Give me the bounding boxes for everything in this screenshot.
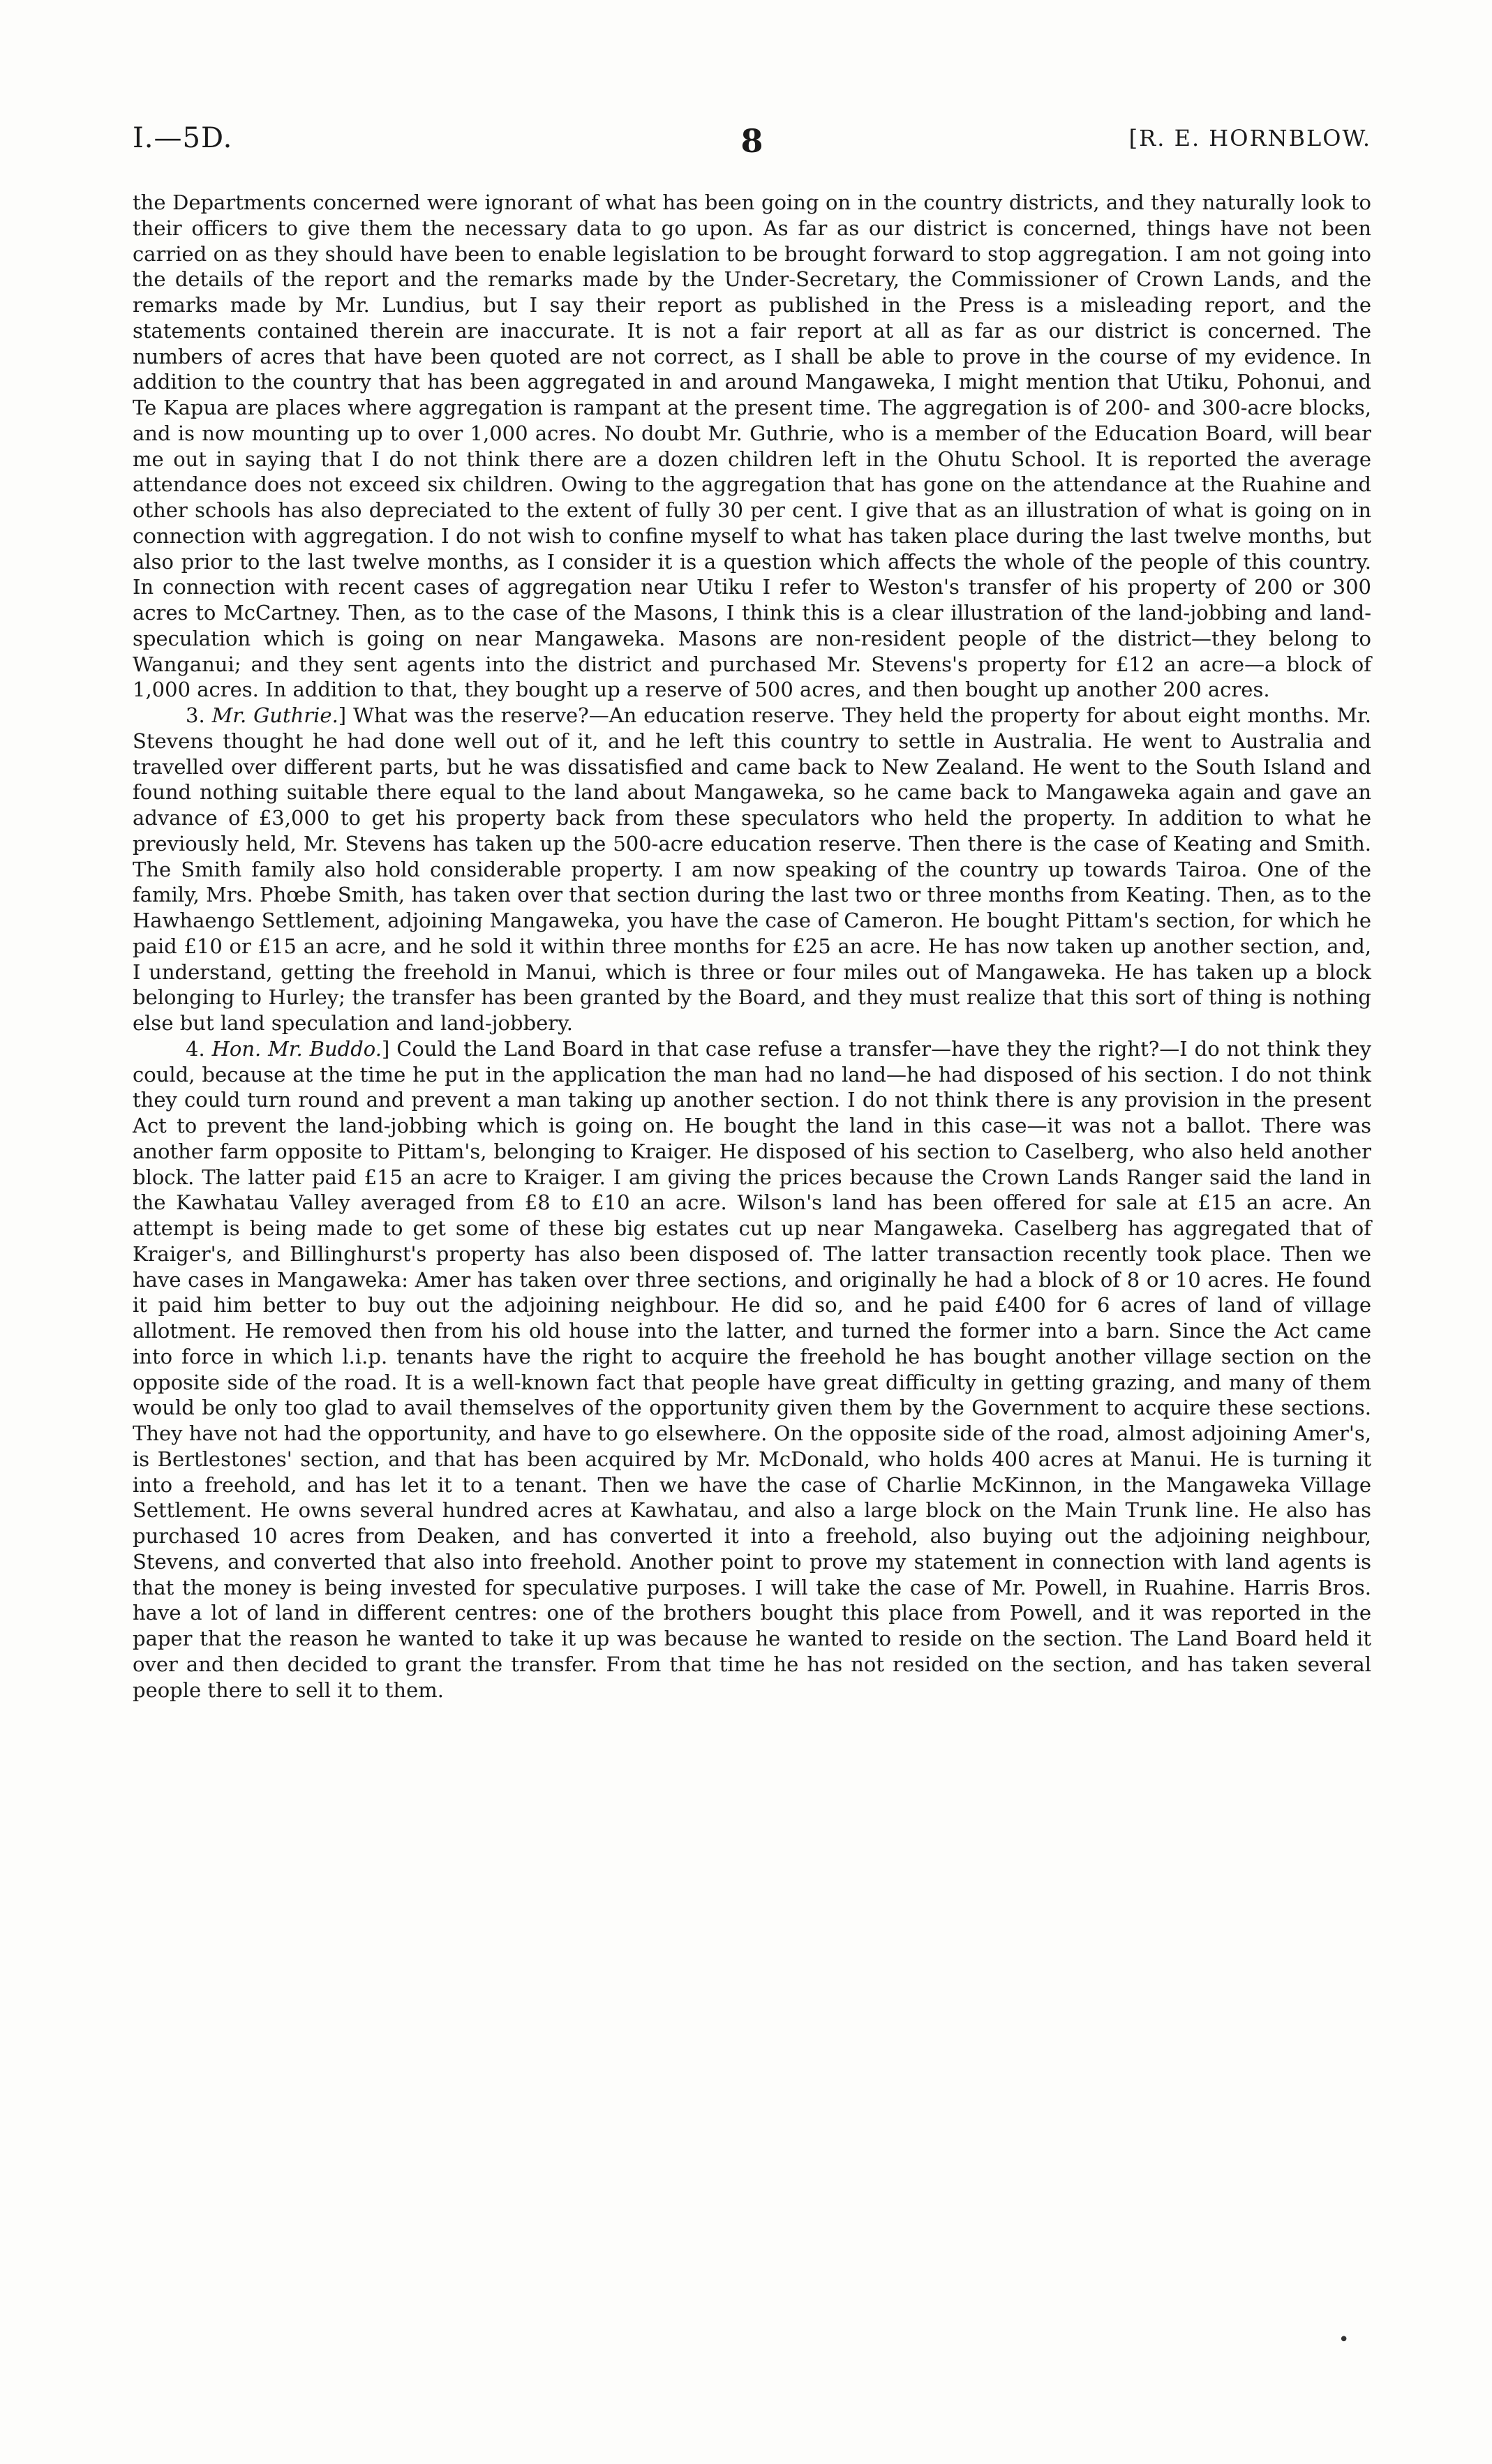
paragraph-text: Could the Land Board in that case refuse a transfer—have they the right?—I do not think they could, because at the time he put in the application the man had no land—he had disposed of his section. I do not think they could turn round and prevent a man taking up another section. I do not think there is any provision in the present Act to prevent the land-jobbing which is going on. He bought the land in this case—it was not a ballot. There was another farm opposite to Pittam's, belonging to Kraiger. He disposed of his section to Caselberg, who also held another block. The latter paid £15 an acre to Kraiger. I am giving the prices because the Crown Lands Ranger said the land in the Kawhatau Valley averaged from £8 to £10 an acre. Wilson's land has been offered for sale at £15 an acre. An attempt is being made to get some of these big estates cut up near Mangaweka. Caselberg has aggregated that of Kraiger's, and Billinghurst's property has also been disposed of. The latter transaction recently took place. Then we have cases in Mangaweka: Amer has taken over three sections, and originally he had a block of 8 or 10 acres. He found it paid him better to buy out the adjoining neighbour. He did so, and he paid £400 for 6 acres of land of village allotment. He removed then from his old house into the latter, and turned the former into a barn. Since the Act came into force in which l.i.p. tenants have the right to acquire the freehold he has bought another village section on the opposite side of the road. It is a well-known fact that people have great difficulty in getting grazing, and many of them would be only too glad to avail themselves of the opportunity given them by the Government to acquire these sections. They have not had the opportunity, and have to go elsewhere. On the opposite side of the road, almost adjoining Amer's, is Bertlestones' section, and that has been acquired by Mr. McDonald, who holds 400 acres at Manui. He is turning it into a freehold, and has let it to a tenant. Then we have the case of Charlie McKinnon, in the Mangaweka Village Settlement. He owns several hundred acres at Kawhatau, and also a large block on the Main Trunk line. He also has purchased 10 acres from Deaken, and has converted it into a freehold, also buying out the adjoining neighbour, Stevens, and converted that also into freehold. Another point to prove my statement in connection with land agents is that the money is being invested for speculative purposes. I will take the case of Mr. Powell, in Ruahine. Harris Bros. have a lot of land in different centres: one of the brothers bought this place from Powell, and it was reported in the paper that the reason he wanted to take it up was because he wanted to reside on the section. The Land Board held it over and then decided to grant the transfer. From that time he has not resided on the section, and has taken several people there to sell it to them. [133, 1036, 1371, 1702]
paragraph-continuation [133, 190, 1371, 703]
page-header [133, 122, 1371, 164]
paragraph-question-3: 3. Mr. Guthrie.] What was the reserve?—An education reserve. They held the property for about eight months. Mr. Stevens thought he had done well out of it, and he left this country to settle in Australia. He went to Australia and travelled over different parts, but he was dissatisfied and came back to New Zealand. He went to the South Island and found nothing suitable there equal to the land about Mangaweka, so he came back to Mangaweka again and gave an advance of £3,000 to get his property back from these speculators who held the property. In addition to what he previously held, Mr. Stevens has taken up the 500-acre education reserve. Then there is the case of Keating and Smith. The Smith family also hold considerable property. I am now speaking of the country up towards Tairoa. One of the family, Mrs. Phœbe Smith, has taken over that section during the last two or three months from Keating. Then, as to the Hawhaengo Settlement, adjoining Mangaweka, you have the case of Cameron. He bought Pittam's section, for which he paid £10 or £15 an acre, and he sold it within three months for £25 an acre. He has now taken up another section, and, I understand, getting the freehold in Manui, which is three or four miles out of Mangaweka. He has taken up a block belonging to Hurley; the transfer has been granted by the Board, and they must realize that this sort of thing is nothing else but land speculation and land-jobbery. [133, 703, 1372, 1035]
question-number: 4. [186, 1036, 205, 1061]
paragraph-question-4: 4. Hon. Mr. Buddo.] Could the Land Board in that case refuse a transfer—have they the right?—I do not think they could, because at the time he put in the application the man had no land—he had disposed of his section. I do not think they could turn round and prevent a man taking up another section. I do not think there is any provision in the present Act to prevent the land-jobbing which is going on. He bought the land in this case—it was not a ballot. There was another farm opposite to Pittam's, belonging to Kraiger. He disposed of his section to Caselberg, who also held another block. The latter paid £15 an acre to Kraiger. I am giving the prices because the Crown Lands Ranger said the land in the Kawhatau Valley averaged from £8 to £10 an acre. Wilson's land has been offered for sale at £15 an acre. An attempt is being made to get some of these big estates cut up near Mangaweka. Caselberg has aggregated that of Kraiger's, and Billinghurst's property has also been disposed of. The latter transaction recently took place. Then we have cases in Mangaweka: Amer has taken over three sections, and originally he had a block of 8 or 10 acres. He found it paid him better to buy out the adjoining neighbour. He did so, and he paid £400 for 6 acres of land of village allotment. He removed then from his old house into the latter, and turned the former into a barn. Since the Act came into force in which l.i.p. tenants have the right to acquire the freehold he has bought another village section on the opposite side of the road. It is a well-known fact that people have great difficulty in getting grazing, and many of them would be only too glad to avail themselves of the opportunity given them by the Government to acquire these sections. They have not had the opportunity, and have to go elsewhere. On the opposite side of the road, almost adjoining Amer's, is Bertlestones' section, and that has been acquired by Mr. McDonald, who holds 400 acres at Manui. He is turning it into a freehold, and has let it to a tenant. Then we have the case of Charlie McKinnon, in the Mangaweka Village Settlement. He owns several hundred acres at Kawhatau, and also a large block on the Main Trunk line. He also has purchased 10 acres from Deaken, and has converted it into a freehold, also buying out the adjoining neighbour, Stevens, and converted that also into freehold. Another point to prove my statement in connection with land agents is that the money is being invested for speculative purposes. I will take the case of Mr. Powell, in Ruahine. Harris Bros. have a lot of land in different centres: one of the brothers bought this place from Powell, and it was reported in the paper that the reason he wanted to take it up was because he wanted to reside on the section. The Land Board held it over and then decided to grant the transfer. From that time he has not resided on the section, and has taken several people there to sell it to them. [133, 1036, 1371, 1702]
speaker-name: Mr. Guthrie. [211, 703, 338, 727]
paragraph-text: the Departments concerned were ignorant of what has been going on in the country districts, and they naturally look to their officers to give them the necessary data to go upon. As far as our district is concerned, things have not been carried on as they should have been to enable legislation to be brought forward to stop aggregation. I am not going into the details of the report and the remarks made by the Under-Secretary, the Commissioner of Crown Lands, and the remarks made by Mr. Lundius, but I say their report as published in the Press is a misleading report, and the statements contained therein are inaccurate. It is not a fair report at all as far as our district is concerned. The numbers of acres that have been quoted are not correct, as I shall be able to prove in the course of my evidence. In addition to the country that has been aggregated in and around Mangaweka, I might mention that Utiku, Pohonui, and Te Kapua are places where aggregation is rampant at the present time. The aggregation is of 200- and 300-acre blocks, and is now mounting up to over 1,000 acres. No doubt Mr. Guthrie, who is a member of the Education Board, will bear me out in saying that I do not think there are a dozen children left in the Ohutu School. It is reported the average attendance does not exceed six children. Owing to the aggregation that has gone on the attendance at the Ruahine and other schools has also depreciated to the extent of fully 30 per cent. I give that as an illustration of what is going on in connection with aggregation. I do not wish to confine myself to what has taken place during the last twelve months, but also prior to the last twelve months, as I consider it is a question which affects the whole of the people of this country. In connection with recent cases of aggregation near Utiku I refer to Weston's transfer of his property of 200 or 300 acres to McCartney. Then, as to the case of the Masons, I think this is a clear illustration of the land-jobbing and land-speculation which is going on near Mangaweka. Masons are non-resident people of the district—they belong to Wanganui; and they sent agents into the district and purchased Mr. Stevens's property for £12 an acre—a block of 1,000 acres. In addition to that, they bought up a reserve of 500 acres, and then bought up another 200 acres. [133, 191, 1371, 702]
document-reference: I.—5D. [133, 122, 233, 154]
page-number: 8 [740, 122, 763, 160]
witness-name: [R. E. HORNBLOW. [1128, 125, 1371, 151]
body-text [133, 190, 1371, 1703]
paragraph-text: What was the reserve?—An education reserve. They held the property for about eight months. Mr. Stevens thought he had done well out of it, and he left this country to settle in Australia. He went to Australia and travelled over different parts, but he was dissatisfied and came back to New Zealand. He went to the South Island and found nothing suitable there equal to the land about Mangaweka, so he came back to Mangaweka again and gave an advance of £3,000 to get his property back from these speculators who held the property. In addition to what he previously held, Mr. Stevens has taken up the 500-acre education reserve. Then there is the case of Keating and Smith. The Smith family also hold considerable property. I am now speaking of the country up towards Tairoa. One of the family, Mrs. Phœbe Smith, has taken over that section during the last two or three months from Keating. Then, as to the Hawhaengo Settlement, adjoining Mangaweka, you have the case of Cameron. He bought Pittam's section, for which he paid £10 or £15 an acre, and he sold it within three months for £25 an acre. He has now taken up another section, and, I understand, getting the freehold in Manui, which is three or four miles out of Mangaweka. He has taken up a block belonging to Hurley; the transfer has been granted by the Board, and they must realize that this sort of thing is nothing else but land speculation and land-jobbery. [133, 703, 1372, 1035]
stray-ink-mark: • [1338, 2329, 1350, 2350]
question-number: 3. [186, 703, 205, 727]
speaker-name: Hon. Mr. Buddo. [211, 1036, 382, 1061]
